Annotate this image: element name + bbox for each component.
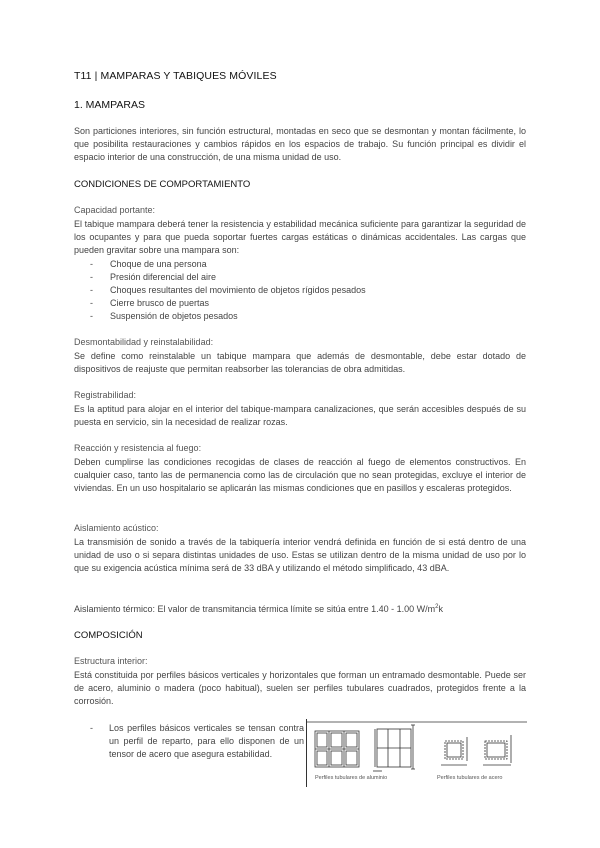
loads-list [90, 258, 366, 323]
estructura-paragraph: Está constituida por perfiles básicos verticales y horizontales que forman un entramado desmontable. Puede ser de acero, aluminio o madera (poco habitual), suelen ser perfiles tubulares cuadrados, protegidos frente a la corrosión. [74, 670, 526, 706]
composicion-heading: COMPOSICIÓN [74, 630, 143, 641]
aluminium-frame-drawing [315, 731, 359, 767]
steel-frame-drawing [373, 725, 415, 771]
list-item: - Presión diferencial del aire [90, 272, 217, 282]
section-title-mamparas: 1. MAMPARAS [74, 99, 145, 111]
termico-note: Aislamiento térmico: El valor de transmitancia térmica límite se sitúa entre 1.40 - 1.00 $W/m^2k$ [74, 604, 443, 614]
fuego-paragraph: Deben cumplirse las condiciones recogidas de clases de reacción al fuego de elementos constructivos. En cualquier caso, tanto las de permanencia como las de circulación que no sean protegidas, excluye el interior de viviendas. En un uso hospitalario se aplicarán las mismas condiciones que en pasillos y escaleras protegidos. [74, 457, 526, 493]
figure-caption-left: Perfiles tubulares de aluminio [315, 775, 388, 781]
section-details-drawing [441, 735, 511, 765]
capacidad-label: Capacidad portante: [74, 205, 156, 215]
capacidad-paragraph: El tabique mampara deberá tener la resistencia y estabilidad mecánica suficiente para garantizar la seguridad de los ocupantes y para que pueda soportar fuertes cargas estáticas o dinámicas accidentales. Las cargas que pueden gravitar sobre una mampara son: [74, 219, 526, 255]
perfiles-list-item: - Los perfiles básicos verticales se tensan contra un perfil de reparto, para ello disponen de un tensor de acero que asegura estabilidad. [90, 723, 304, 759]
page-title: T11 | MAMPARAS Y TABIQUES MÓVILES [74, 70, 277, 82]
list-item: - Suspensión de objetos pesados [90, 311, 238, 321]
acust-label: Aislamiento acústico: [74, 523, 159, 533]
perfiles-text: Los perfiles básicos verticales se tensan contra un perfil de reparto, para ello disponen de un tensor de acero que asegura estabilidad. [109, 723, 304, 759]
list-item: - Cierre brusco de puertas [90, 298, 210, 308]
desmont-label: Desmontabilidad y reinstalabilidad: [74, 337, 214, 347]
fuego-label: Reacción y resistencia al fuego: [74, 443, 202, 453]
desmont-paragraph: Se define como reinstalable un tabique mampara que además de desmontable, debe estar dotado de dispositivos de reajuste que permitan reabsorber las tolerancias de obra admitidas. [74, 351, 526, 374]
conditions-heading: CONDICIONES DE COMPORTAMIENTO [74, 179, 251, 190]
profiles-figure [306, 719, 527, 787]
estructura-label: Estructura interior: [74, 656, 148, 666]
regis-label: Registrabilidad: [74, 390, 137, 400]
intro-paragraph: Son particiones interiores, sin función estructural, montadas en seco que se desmontan y montan fácilmente, lo que posibilita restauraciones y cambios rápidos en los espacios de trabajo. Su función principal es dividir el espacio interior de una construcción, de una misma unidad de uso. [74, 126, 526, 162]
acust-paragraph: La transmisión de sonido a través de la tabiquería interior vendrá definida en función de si está dentro de una unidad de uso o si separa distintas unidades de uso. Estas se utilizan dentro de la misma unidad de uso por lo que su exigencia acústica mínima será de 33 dBA y utilizando el método simplificado, 43 dBA. [74, 537, 526, 573]
regis-paragraph: Es la aptitud para alojar en el interior del tabique-mampara canalizaciones, que serán accesibles después de su puesta en servicio, sin la necesidad de realizar rozas. [74, 404, 526, 427]
list-item: - Choque de una persona [90, 259, 207, 269]
list-item: - Choques resultantes del movimiento de objetos rígidos pesados [90, 285, 366, 295]
figure-caption-right: Perfiles tubulares de acero [437, 775, 503, 781]
